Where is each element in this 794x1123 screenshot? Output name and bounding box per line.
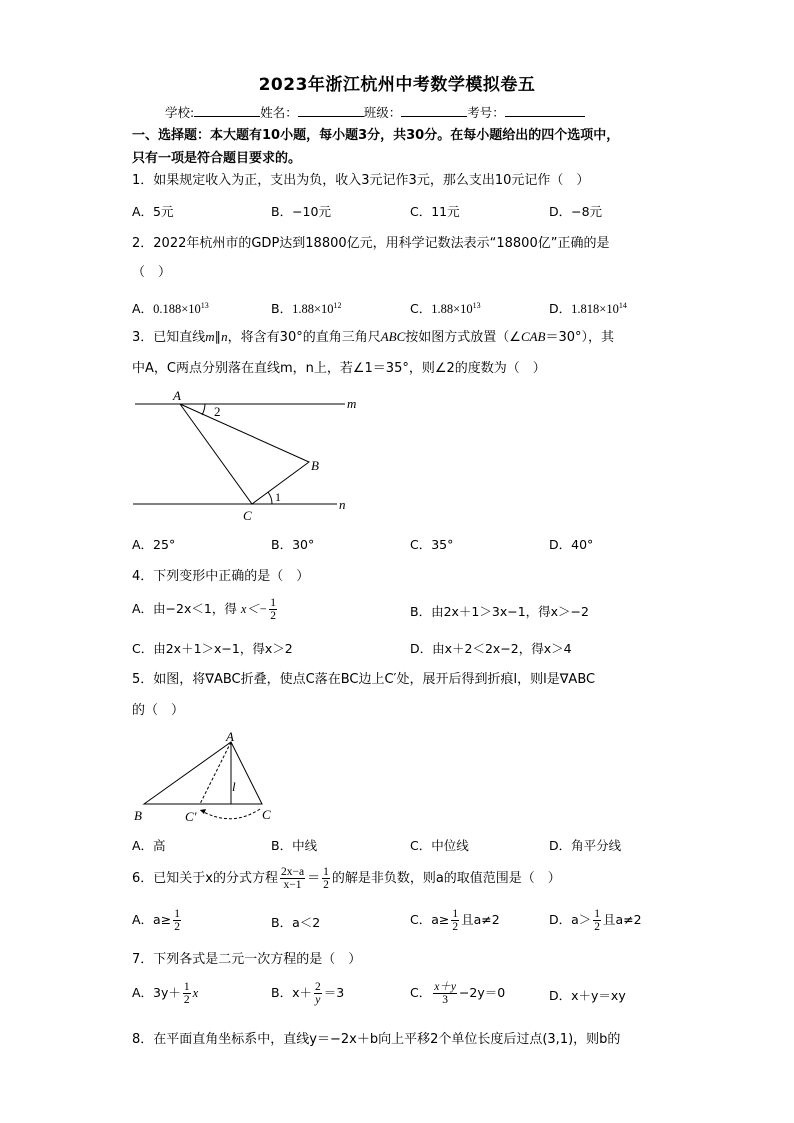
q5-option-a[interactable]: A．高 [132, 838, 166, 853]
q5-option-d[interactable]: D．角平分线 [549, 838, 622, 853]
name-label: 姓名： [260, 105, 298, 120]
id-blank[interactable] [505, 104, 585, 117]
q2-stem: 2．2022年杭州市的GDP达到18800亿元，用科学记数法表示“18800亿”正确的是 [132, 236, 610, 251]
class-blank[interactable] [401, 104, 467, 117]
q1-option-c[interactable]: C．11元 [410, 204, 460, 219]
school-blank[interactable] [194, 104, 260, 117]
q4-option-b[interactable]: B．由2x＋1＞3x−1，得x＞−2 [410, 604, 589, 619]
label-n: n [339, 497, 346, 512]
q6-option-d[interactable]: D．a＞ $\frac{1}{2}$ 且a≠2 [549, 908, 642, 933]
q7-option-c[interactable]: C． $\frac{x+y}{3}$ −2y＝0 [410, 981, 506, 1006]
label-c: C [262, 807, 271, 822]
q3-option-c[interactable]: C．35° [410, 537, 454, 552]
q5-stem-line-1: 5．如图，将∇ABC折叠，使点C落在BC边上C′处，展开后得到折痕l，则l是∇ABC [132, 672, 596, 687]
q5-option-c[interactable]: C．中位线 [410, 838, 469, 853]
class-label: 班级： [363, 105, 402, 120]
label-m: m [347, 396, 357, 411]
section-line-1: 一、选择题：本大题有10小题，每小题3分，共30分。在每小题给出的四个选项中， [132, 128, 620, 143]
q7-stem: 7．下列各式是二元一次方程的是（ ） [132, 952, 362, 967]
q3-figure [125, 388, 365, 523]
q7-option-d[interactable]: D．x＋y＝xy [549, 988, 626, 1003]
label-angle-2: 2 [214, 404, 221, 419]
q3-option-b[interactable]: B．30° [271, 537, 315, 552]
label-angle-1: 1 [275, 490, 281, 504]
label-l: l [232, 779, 236, 794]
angle-2-arc [202, 404, 205, 415]
q3-stem-line-1: 3．已知直线m∥n，将含有30°的直角三角尺ABC按如图方式放置（∠CAB＝30°），其 [132, 329, 615, 345]
label-a: A [226, 730, 234, 744]
q1-option-d[interactable]: D．−8元 [549, 204, 603, 219]
q1-option-a[interactable]: A．5元 [132, 204, 174, 219]
q4-option-c[interactable]: C．由2x＋1＞x−1，得x＞2 [132, 641, 293, 656]
label-c-prime: C′ [185, 809, 197, 824]
triangle-abc [144, 742, 262, 804]
q5-stem-line-2: 的（ ） [132, 703, 185, 718]
triangle-abc [180, 404, 309, 504]
q2-paren: （ ） [132, 265, 172, 280]
q2-option-a[interactable]: A．$0.188\times 10^{13}$ [132, 301, 209, 317]
student-info-line [165, 103, 585, 121]
q3-option-d[interactable]: D．40° [549, 537, 594, 552]
section-line-2: 只有一项是符合题目要求的。 [132, 151, 302, 166]
angle-1-arc [268, 492, 272, 504]
page-title: 2023年浙江杭州中考数学模拟卷五 [258, 75, 536, 95]
q4-option-d[interactable]: D．由x＋2＜2x−2，得x＞4 [410, 641, 572, 656]
q7-option-a[interactable]: A．3y＋ $\frac{1}{2}$ x [132, 981, 199, 1006]
fold-arc [200, 809, 260, 819]
fold-line [200, 742, 231, 804]
label-a: A [173, 388, 181, 403]
label-b: B [311, 458, 319, 473]
name-blank[interactable] [298, 104, 364, 117]
q5-figure [128, 730, 278, 825]
q4-stem: 4．下列变形中正确的是（ ） [132, 569, 310, 584]
q6-stem: 6．已知关于x的分式方程 $\frac{2x-a}{x-1}$ ＝ $\frac{1}{2}$ 的解是非负数，则a的取值范围是（ ） [132, 866, 561, 891]
q6-option-a[interactable]: A．a≥ $\frac{1}{2}$ [132, 908, 180, 933]
q2-option-d[interactable]: D．$1.818\times 10^{14}$ [549, 301, 627, 317]
section-heading [132, 124, 619, 170]
q2-option-c[interactable]: C．$1.88\times 10^{13}$ [410, 301, 481, 317]
label-b: B [134, 808, 142, 823]
q7-option-b[interactable]: B．x＋ $\frac{2}{y}$ ＝3 [271, 981, 345, 1006]
q4-option-a[interactable]: A．由−2x＜1，得 x＜− $\frac{1}{2}$ [132, 597, 277, 622]
q6-option-b[interactable]: B．a＜2 [271, 915, 321, 930]
q2-option-b[interactable]: B．$1.88\times 10^{12}$ [271, 301, 342, 317]
q1-option-b[interactable]: B．−10元 [271, 204, 331, 219]
q6-option-c[interactable]: C．a≥ $\frac{1}{2}$ 且a≠2 [410, 908, 500, 933]
q8-stem: 8．在平面直角坐标系中，直线y＝−2x＋b向上平移2个单位长度后过点(3,1)，则b的 [132, 1032, 621, 1047]
q5-option-b[interactable]: B．中线 [271, 838, 318, 853]
q3-stem-line-2: 中A，C两点分别落在直线m，n上，若∠1＝35°，则∠2的度数为（ ） [132, 361, 546, 376]
school-label: 学校: [165, 105, 195, 120]
q3-option-a[interactable]: A．25° [132, 537, 176, 552]
label-c: C [243, 508, 252, 523]
q1-stem: 1．如果规定收入为正，支出为负，收入3元记作3元，那么支出10元记作（ ） [132, 173, 590, 188]
id-label: 考号： [467, 105, 505, 120]
